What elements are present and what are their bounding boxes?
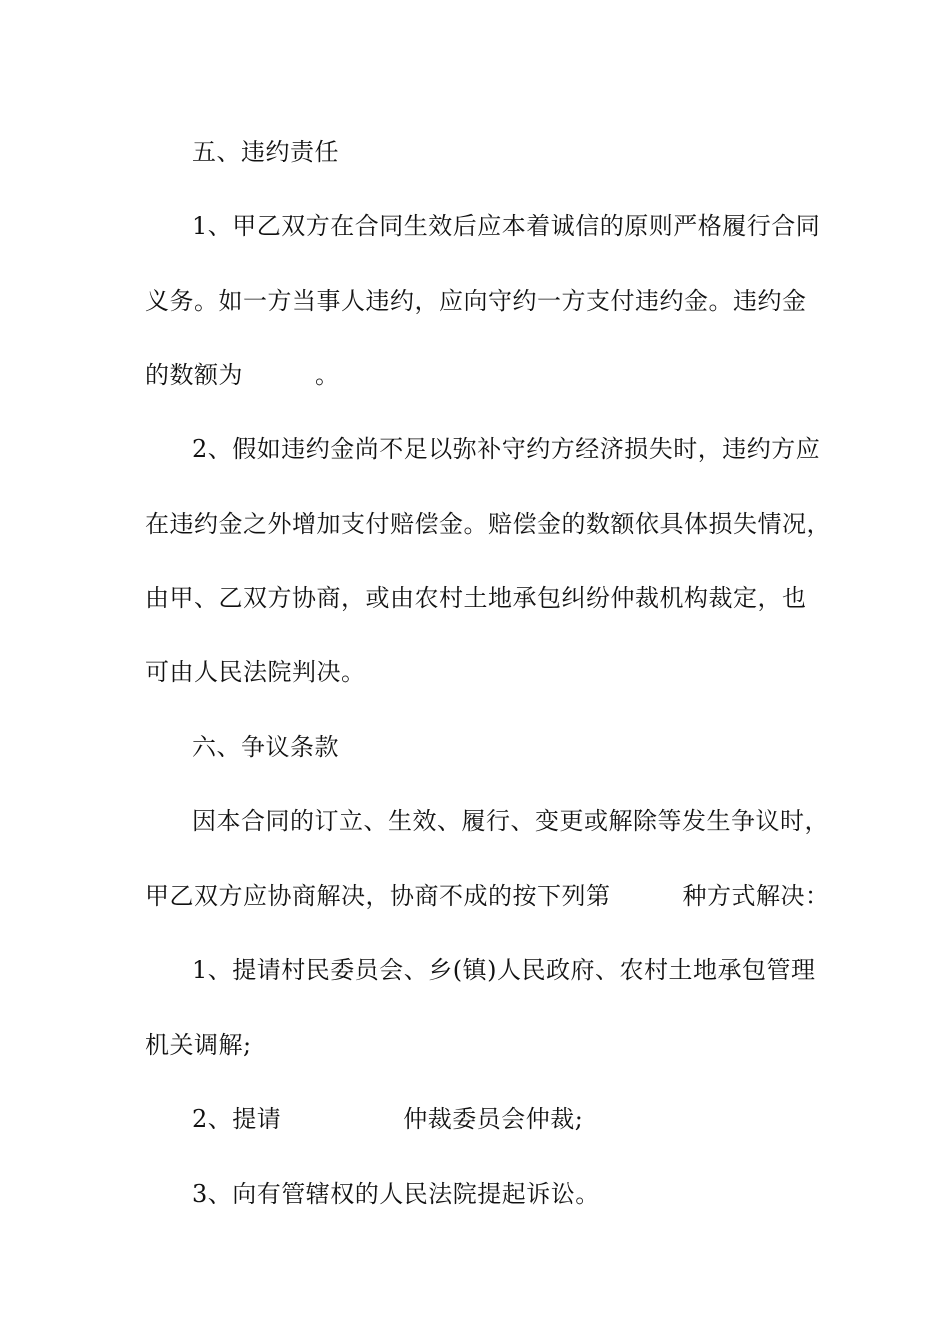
section-5-clause-2-line-1: 2、假如违约金尚不足以弥补守约方经济损失时，违约方应: [192, 435, 821, 463]
dispute-option-2: [192, 1104, 583, 1134]
dispute-option-3: 3、向有管辖权的人民法院提起诉讼。: [192, 1180, 600, 1208]
arbitration-suffix: 仲裁委员会仲裁;: [403, 1105, 584, 1133]
section-5-clause-1-line-3: [145, 360, 340, 390]
section-6-heading: 六、争议条款: [192, 733, 339, 761]
dispute-option-1-line-2: 机关调解;: [145, 1031, 252, 1059]
section-6-intro-line-2: [145, 881, 830, 911]
penalty-amount-period: 。: [315, 361, 340, 389]
section-5-heading: 五、违约责任: [192, 138, 339, 166]
dispute-option-1-line-1: 1、提请村民委员会、乡(镇)人民政府、农村土地承包管理: [192, 956, 816, 984]
penalty-amount-label: 的数额为: [145, 361, 243, 389]
section-5-clause-1-line-1: 1、甲乙双方在合同生效后应本着诚信的原则严格履行合同: [192, 212, 821, 240]
section-5-clause-2-line-4: 可由人民法院判决。: [145, 658, 366, 686]
section-6-intro-line-1: 因本合同的订立、生效、履行、变更或解除等发生争议时，: [192, 807, 829, 835]
dispute-method-suffix: 种方式解决：: [682, 882, 830, 910]
arbitration-label: 2、提请: [192, 1105, 282, 1133]
section-5-clause-2-line-3: 由甲、乙双方协商，或由农村土地承包纠纷仲裁机构裁定，也: [145, 584, 807, 612]
section-5-clause-1-line-2: 义务。如一方当事人违约，应向守约一方支付违约金。违约金: [145, 287, 807, 315]
dispute-method-label: 甲乙双方应协商解决，协商不成的按下列第: [145, 882, 611, 910]
section-5-clause-2-line-2: 在违约金之外增加支付赔偿金。赔偿金的数额依具体损失情况，: [145, 510, 831, 538]
